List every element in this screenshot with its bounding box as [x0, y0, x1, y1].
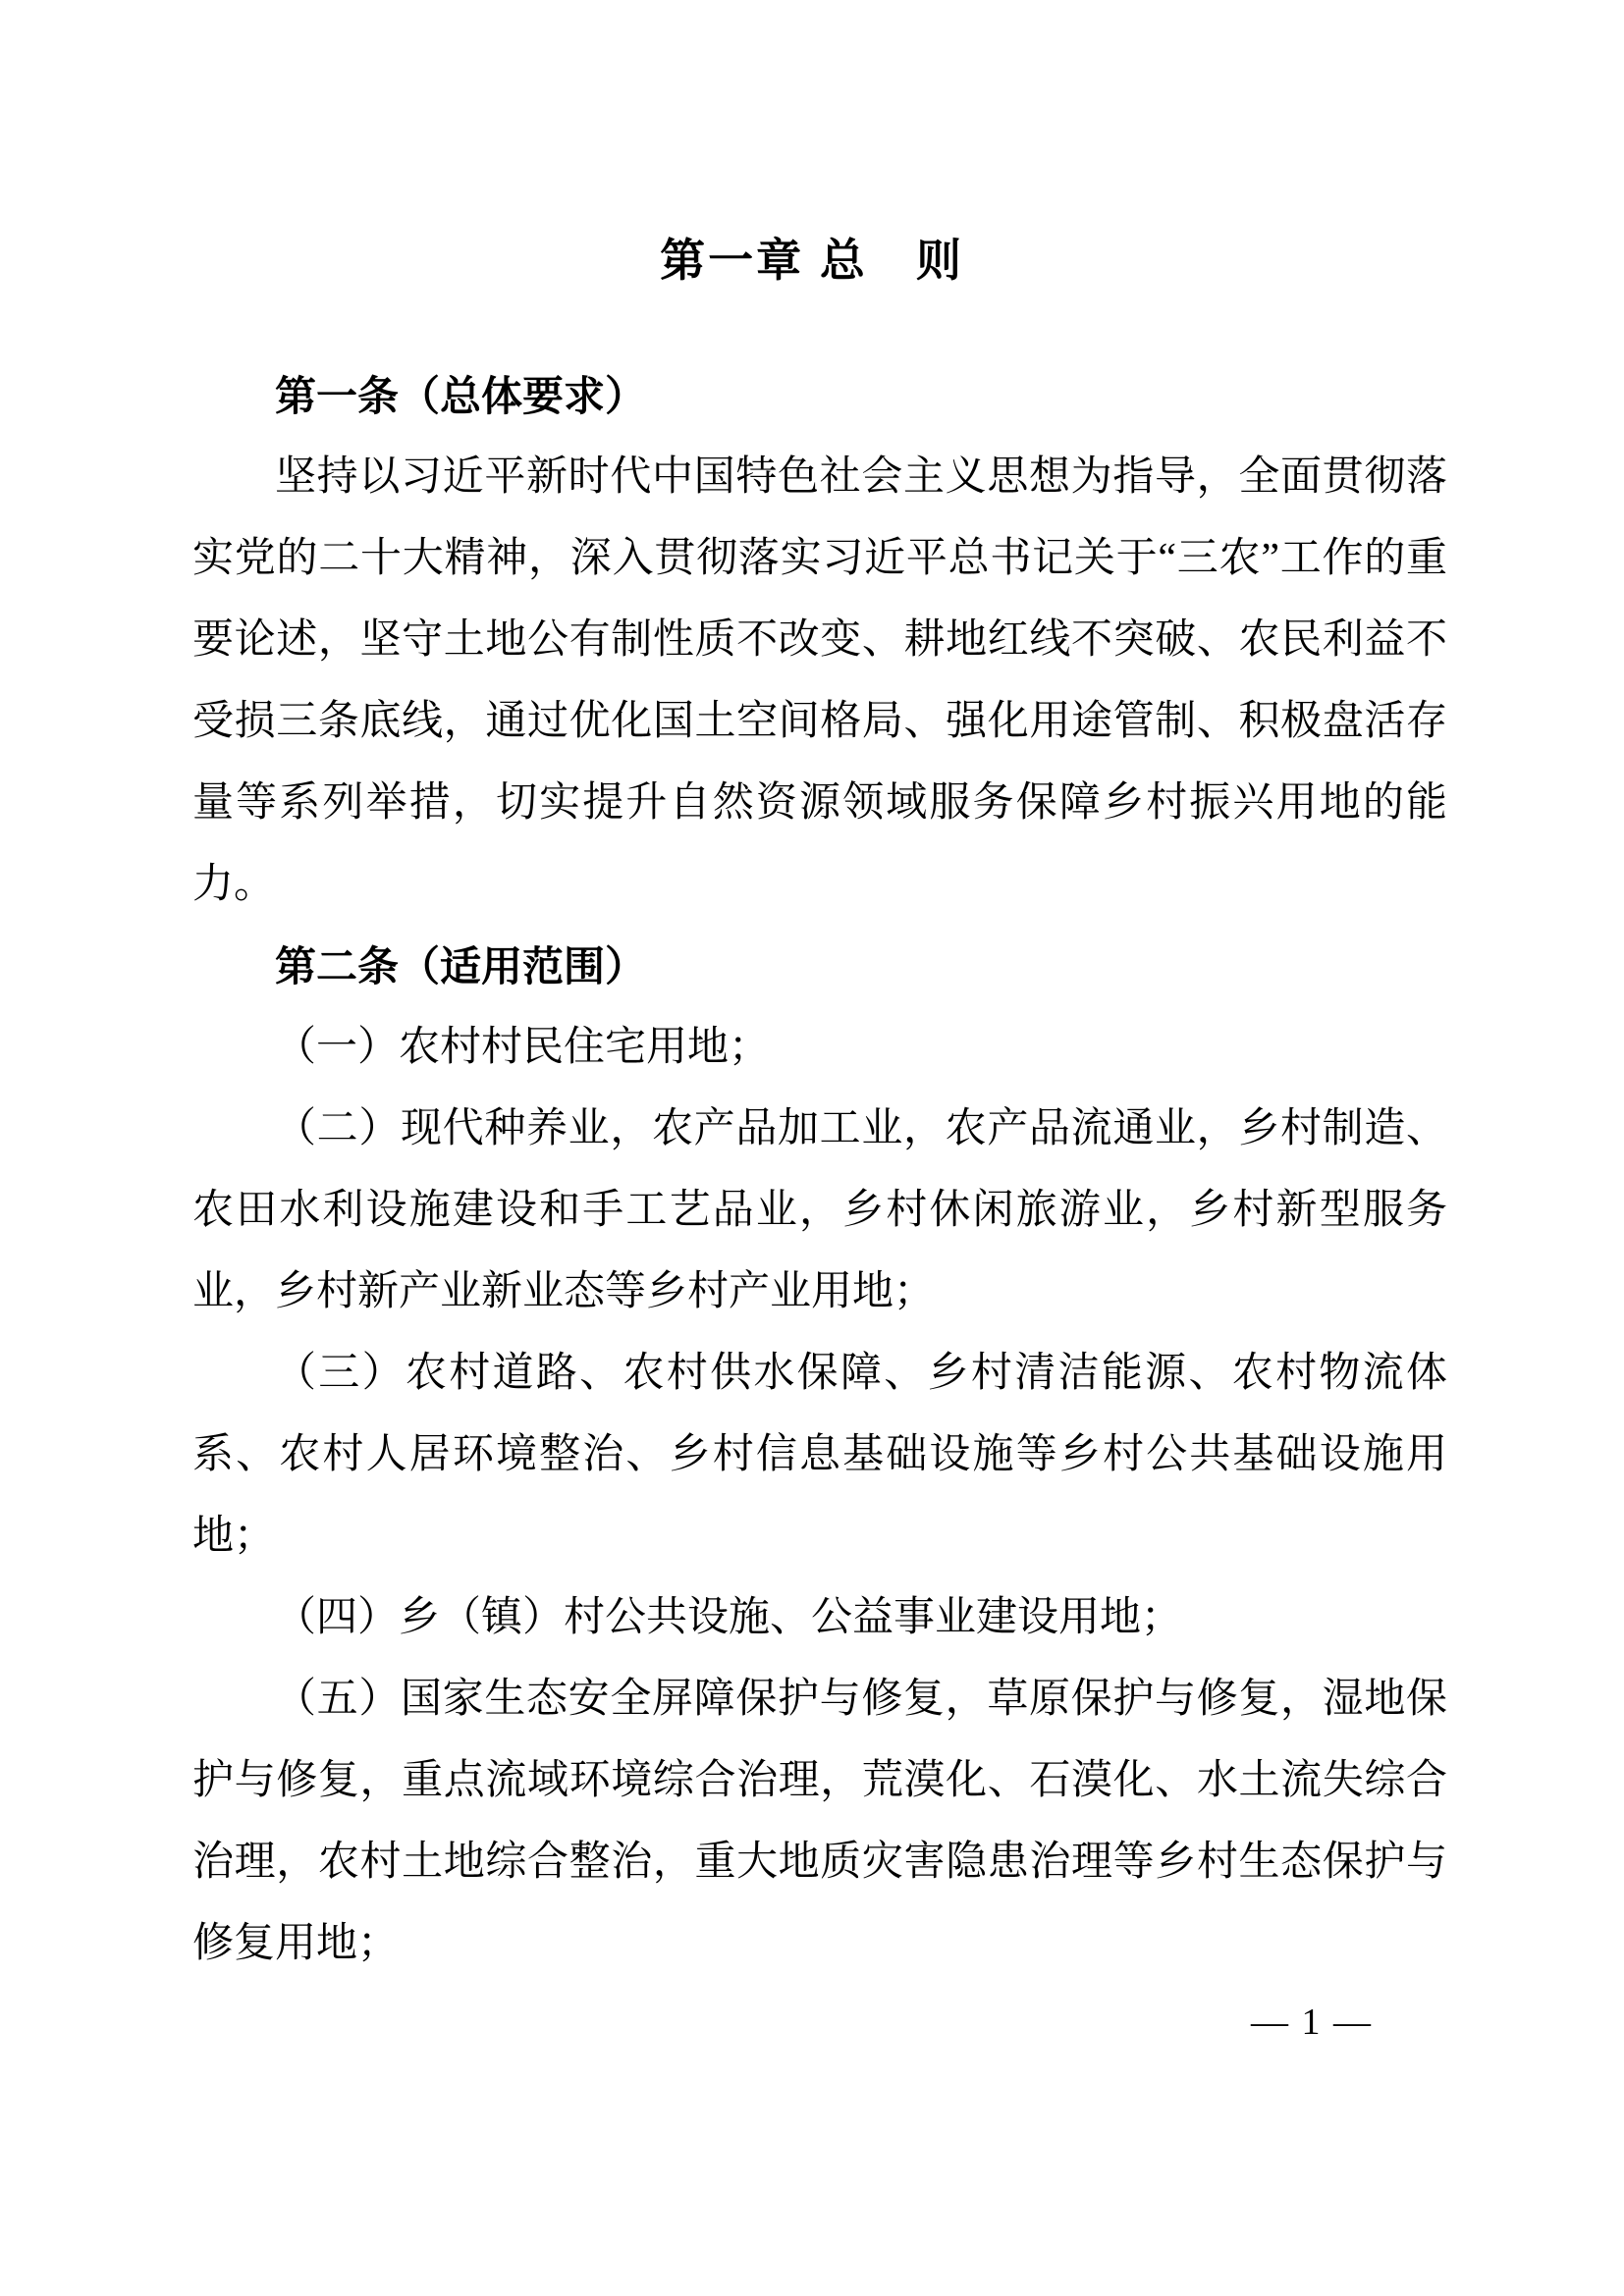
article-2-item-4: （四）乡（镇）村公共设施、公益事业建设用地；	[275, 1595, 1183, 1640]
article-2-item-3: （三）农村道路、农村供水保障、乡村清洁能源、农村物流体系、农村人居环境整治、乡村信息基础设施等乡村公共基础设施用地；	[192, 1351, 1447, 1559]
article-2-item-5: （五）国家生态安全屏障保护与修复，草原保护与修复，湿地保护与修复，重点流域环境综合治理，荒漠化、石漠化、水土流失综合治理，农村土地综合整治，重大地质灾害隐患治理等乡村生态保护与修复用地；	[192, 1677, 1447, 1966]
document-body	[192, 355, 1447, 1985]
article-2-item-2: （二）现代种养业，农产品加工业，农产品流通业，乡村制造、农田水利设施建设和手工艺品业，乡村休闲旅游业，乡村新型服务业，乡村新产业新业态等乡村产业用地；	[192, 1106, 1447, 1314]
page-number: — 1 —	[1251, 2002, 1373, 2043]
article-2-item-1: （一）农村村民住宅用地；	[275, 1025, 771, 1070]
article-2-heading: 第二条（适用范围）	[275, 943, 647, 989]
article-1-heading: 第一条（总体要求）	[275, 373, 647, 419]
chapter-title: 第一章 总 则	[660, 235, 964, 286]
article-1-paragraph: 坚持以习近平新时代中国特色社会主义思想为指导，全面贯彻落实党的二十大精神，深入贯彻落实习近平总书记关于“三农”工作的重要论述，坚守土地公有制性质不改变、耕地红线不突破、农民利益不受损三条底线，通过优化国土空间格局、强化用途管制、积极盘活存量等系列举措，切实提升自然资源领域服务保障乡村振兴用地的能力。	[192, 454, 1447, 907]
